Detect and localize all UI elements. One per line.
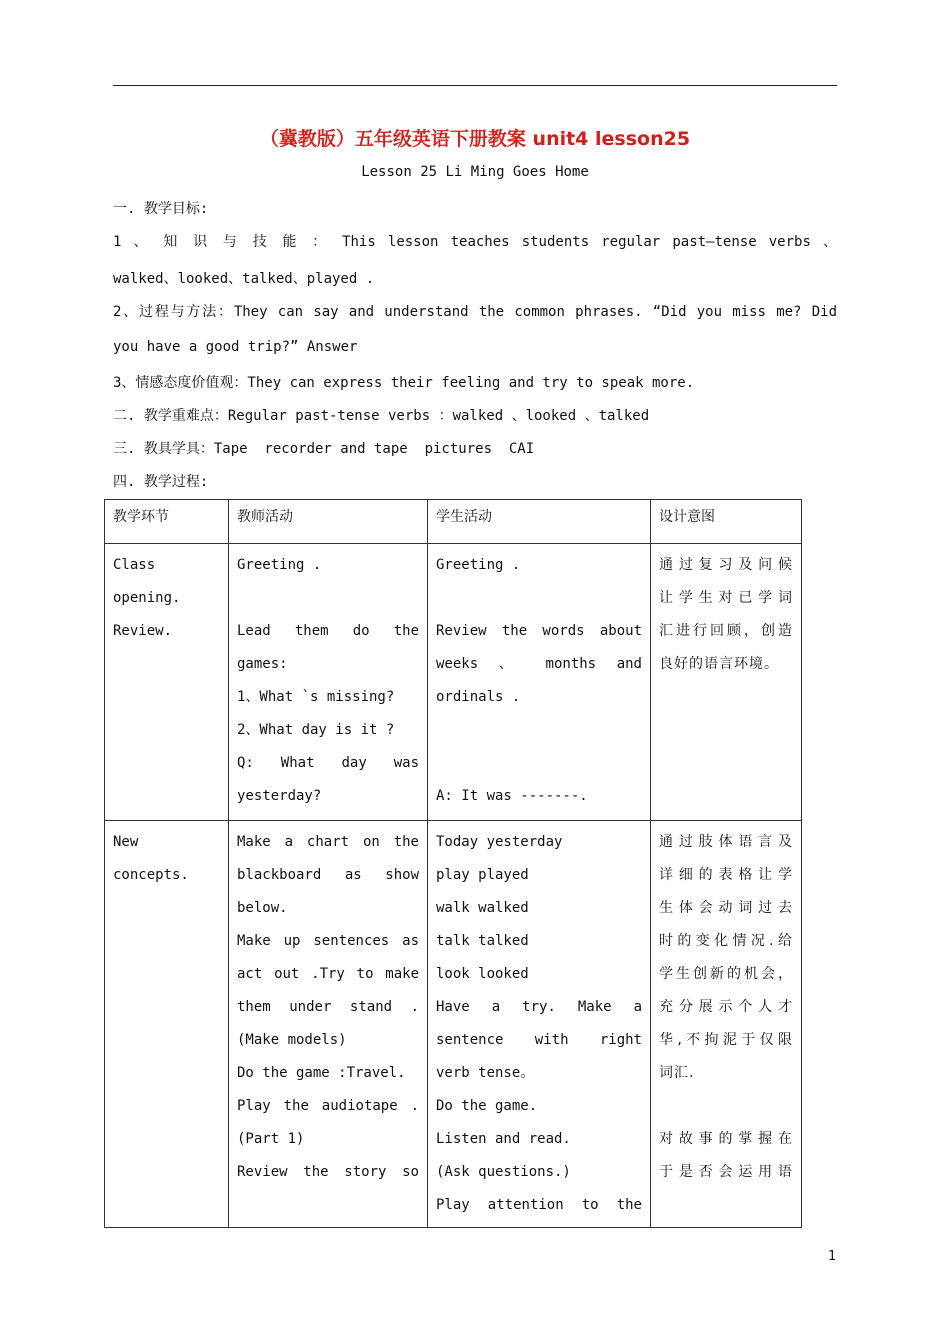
teaching-aids: 三. 教具学具：Tape recorder and tape pictures CAI [113,441,535,457]
row1-intent: 通过复习及问候 让学生对已学词 汇进行回顾，创造 良好的语言环境。 [651,544,802,821]
header-intent: 设计意图 [651,500,802,544]
row2-stage: New concepts. [105,821,229,1228]
page-number: 1 [828,1249,836,1264]
objective-process: 2、过程与方法：They can say and understand the common phrases. “Did you miss me? Did [113,304,837,320]
row1-teacher: Greeting . Lead them do the games: 1、What `s missing? 2、What day is it ? Q: What day was yesterday? [229,544,428,821]
objective-knowledge-cont: walked、looked、talked、played . [113,271,375,287]
objective-process-cont: you have a good trip?” Answer [113,339,358,355]
table-row [105,821,802,1228]
key-points: 二. 教学重难点：Regular past-tense verbs ：walked 、looked 、talked [113,408,650,424]
header-stage: 教学环节 [105,500,229,544]
table-row [105,544,802,821]
row1-student: Greeting . Review the words about weeks 、 months and ordinals . A: It was -------. [428,544,651,821]
objective-knowledge: 1 、 知 识 与 技 能 ： This lesson teaches students regular past—tense verbs 、 [113,234,837,250]
section-process-heading: 四. 教学过程: [113,474,209,490]
row2-intent: 通过肢体语言及 详细的表格让学 生体会动词过去 时的变化情况.给 学生创新的机会， 充分展示个人才 华,不拘泥于仅限 词汇. 对故事的掌握在 于是否会运用语 [651,821,802,1228]
header-teacher: 教师活动 [229,500,428,544]
document-title: （冀教版）五年级英语下册教案 unit4 lesson25 [259,128,691,150]
lesson-subtitle: Lesson 25 Li Ming Goes Home [361,164,589,180]
section-objectives-heading: 一. 教学目标: [113,201,209,217]
header-rule [113,85,837,86]
lesson-process-table [104,499,802,1228]
header-student: 学生活动 [428,500,651,544]
objective-attitude: 3、情感态度价值观：They can express their feeling and try to speak more. [113,375,695,391]
row2-student: Today yesterday play played walk walked talk talked look looked Have a try. Make a sentence with right verb tense。 Do the game. Listen and read. (Ask questions.) Play attention to the [428,821,651,1228]
table-header-row [105,500,802,544]
row2-teacher: Make a chart on the blackboard as show below. Make up sentences as act out .Try to make them under stand . (Make models) Do the game :Travel. Play the audiotape . (Part 1) Review the story so [229,821,428,1228]
row1-stage: Class opening. Review. [105,544,229,821]
